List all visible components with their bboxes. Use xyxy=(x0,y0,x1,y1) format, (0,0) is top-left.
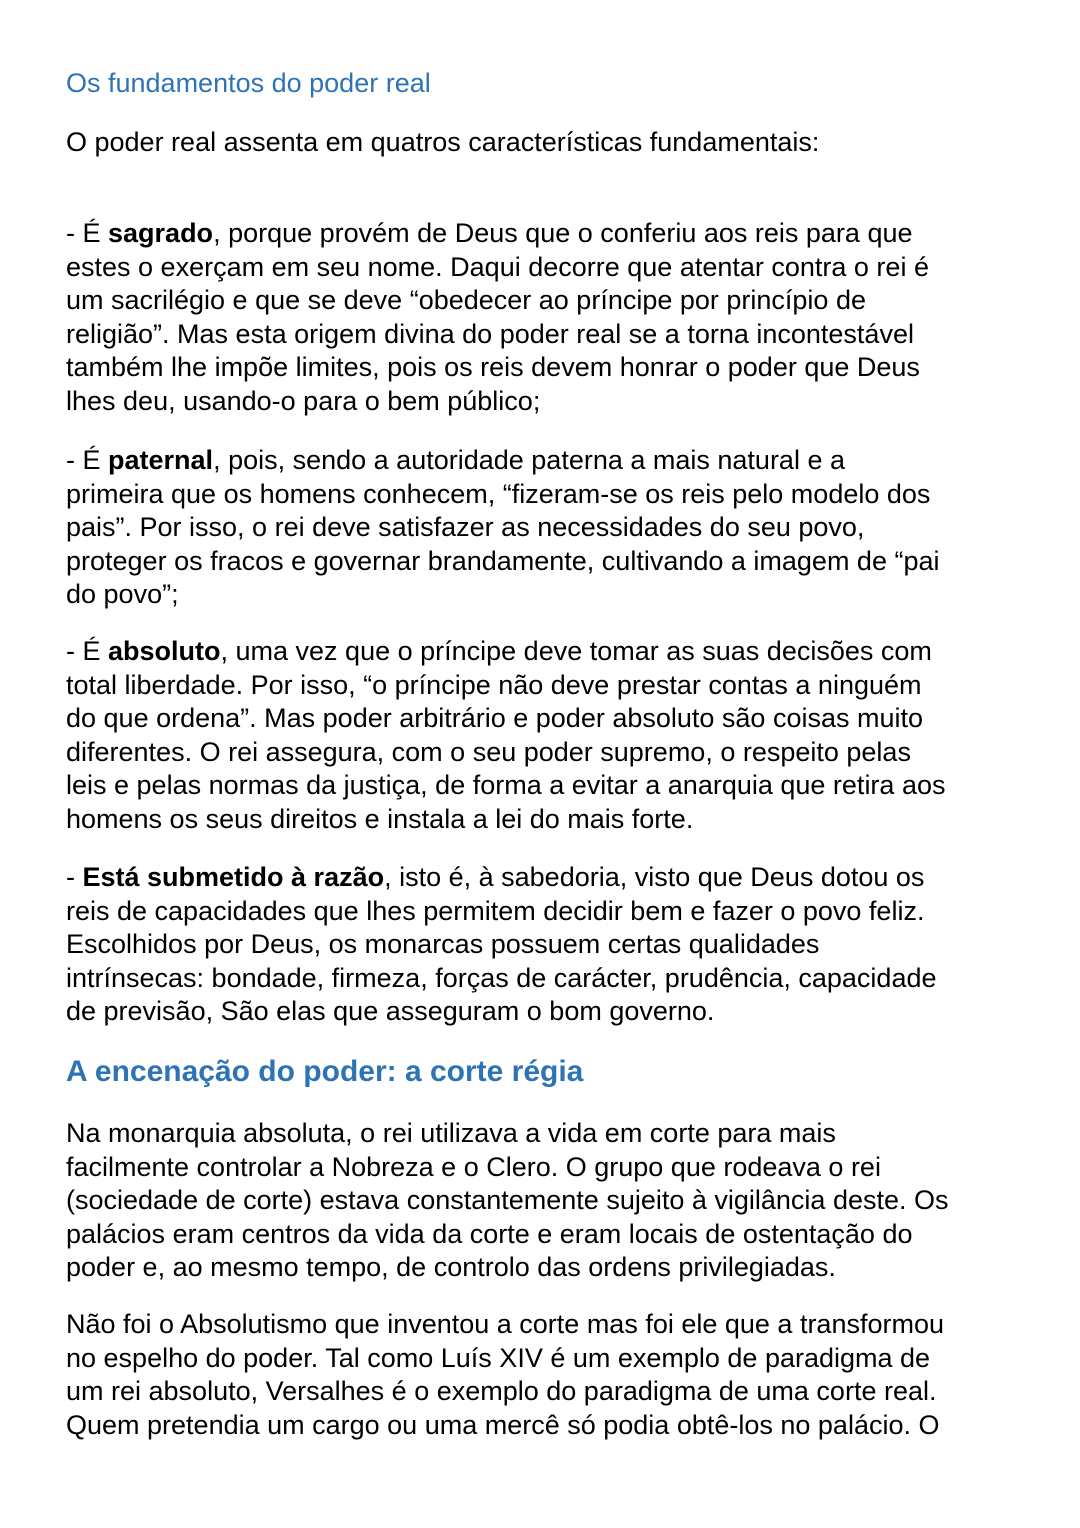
characteristic-razao xyxy=(66,861,1026,1029)
paragraph-line: de previsão, São elas que asseguram o bom governo. xyxy=(66,996,715,1026)
paragraph-line: do que ordena”. Mas poder arbitrário e poder absoluto são coisas muito xyxy=(66,703,923,733)
court-paragraph-1 xyxy=(66,1117,1026,1285)
characteristic-absoluto xyxy=(66,635,1026,836)
paragraph-line: intrínsecas: bondade, firmeza, forças de carácter, prudência, capacidade xyxy=(66,962,937,993)
paragraph-line: Não foi o Absolutismo que inventou a corte mas foi ele que a transformou xyxy=(66,1309,945,1339)
characteristic-term: Está submetido à razão xyxy=(82,862,385,892)
line-rest: , uma vez que o príncipe deve tomar as suas decisões com xyxy=(220,636,932,666)
item-prefix: - xyxy=(66,862,83,892)
paragraph-line: facilmente controlar a Nobreza e o Clero. O grupo que rodeava o rei xyxy=(66,1151,881,1182)
paragraph-line: Quem pretendia um cargo ou uma mercê só podia obtê-los no palácio. O xyxy=(66,1409,940,1440)
characteristic-term: sagrado xyxy=(108,218,214,248)
intro-paragraph: O poder real assenta em quatros características fundamentais: xyxy=(66,127,820,157)
paragraph-line: total liberdade. Por isso, “o príncipe não deve prestar contas a ninguém xyxy=(66,669,922,700)
paragraph-line: diferentes. O rei assegura, com o seu poder supremo, o respeito pelas xyxy=(66,736,911,767)
paragraph-line: religião”. Mas esta origem divina do poder real se a torna incontestável xyxy=(66,318,914,349)
paragraph-line: (sociedade de corte) estava constantemente sujeito à vigilância deste. Os xyxy=(66,1185,949,1215)
characteristic-sagrado xyxy=(66,217,1026,418)
line-rest: , porque provém de Deus que o conferiu aos reis para que xyxy=(213,218,913,248)
section-subtitle: Os fundamentos do poder real xyxy=(66,68,431,98)
section-heading: A encenação do poder: a corte régia xyxy=(66,1055,584,1088)
characteristic-term: paternal xyxy=(108,445,214,475)
court-paragraph-2 xyxy=(66,1308,1026,1442)
paragraph-line: um sacrilégio e que se deve “obedecer ao príncipe por princípio de xyxy=(66,285,866,315)
paragraph-line: proteger os fracos e governar brandamente, cultivando a imagem de “pai xyxy=(66,545,940,576)
paragraph-line: palácios eram centros da vida da corte e eram locais de ostentação do xyxy=(66,1218,913,1249)
paragraph-line: estes o exerçam em seu nome. Daqui decorre que atentar contra o rei é xyxy=(66,251,929,282)
paragraph-line xyxy=(66,861,1026,895)
paragraph-line: um rei absoluto, Versalhes é o exemplo do paradigma de uma corte real. xyxy=(66,1376,937,1406)
paragraph-line: primeira que os homens conhecem, “fizeram-se os reis pelo modelo dos xyxy=(66,478,931,509)
paragraph-line xyxy=(66,444,1026,478)
paragraph-line: pais”. Por isso, o rei deve satisfazer as necessidades do seu povo, xyxy=(66,512,865,542)
paragraph-line: lhes deu, usando-o para o bem público; xyxy=(66,385,541,416)
paragraph-line xyxy=(66,217,1026,251)
item-prefix: - É xyxy=(66,218,109,248)
paragraph-line: leis e pelas normas da justiça, de forma a evitar a anarquia que retira aos xyxy=(66,770,946,800)
paragraph-line: reis de capacidades que lhes permitem decidir bem e fazer o povo feliz. xyxy=(66,895,925,926)
paragraph-line: homens os seus direitos e instala a lei do mais forte. xyxy=(66,803,694,834)
line-rest: , isto é, à sabedoria, visto que Deus dotou os xyxy=(384,862,925,892)
paragraph-line: também lhe impõe limites, pois os reis devem honrar o poder que Deus xyxy=(66,352,920,382)
characteristic-paternal xyxy=(66,444,1026,612)
paragraph-line: no espelho do poder. Tal como Luís XIV é um exemplo de paradigma de xyxy=(66,1342,931,1373)
paragraph-line: do povo”; xyxy=(66,579,179,609)
paragraph-line: poder e, ao mesmo tempo, de controlo das ordens privilegiadas. xyxy=(66,1252,836,1282)
line-rest: , pois, sendo a autoridade paterna a mais natural e a xyxy=(213,445,845,475)
item-prefix: - É xyxy=(66,636,109,666)
paragraph-line: Escolhidos por Deus, os monarcas possuem certas qualidades xyxy=(66,929,820,959)
paragraph-line xyxy=(66,635,1026,669)
paragraph-line: Na monarquia absoluta, o rei utilizava a vida em corte para mais xyxy=(66,1118,836,1148)
characteristic-term: absoluto xyxy=(108,636,221,666)
item-prefix: - É xyxy=(66,445,109,475)
